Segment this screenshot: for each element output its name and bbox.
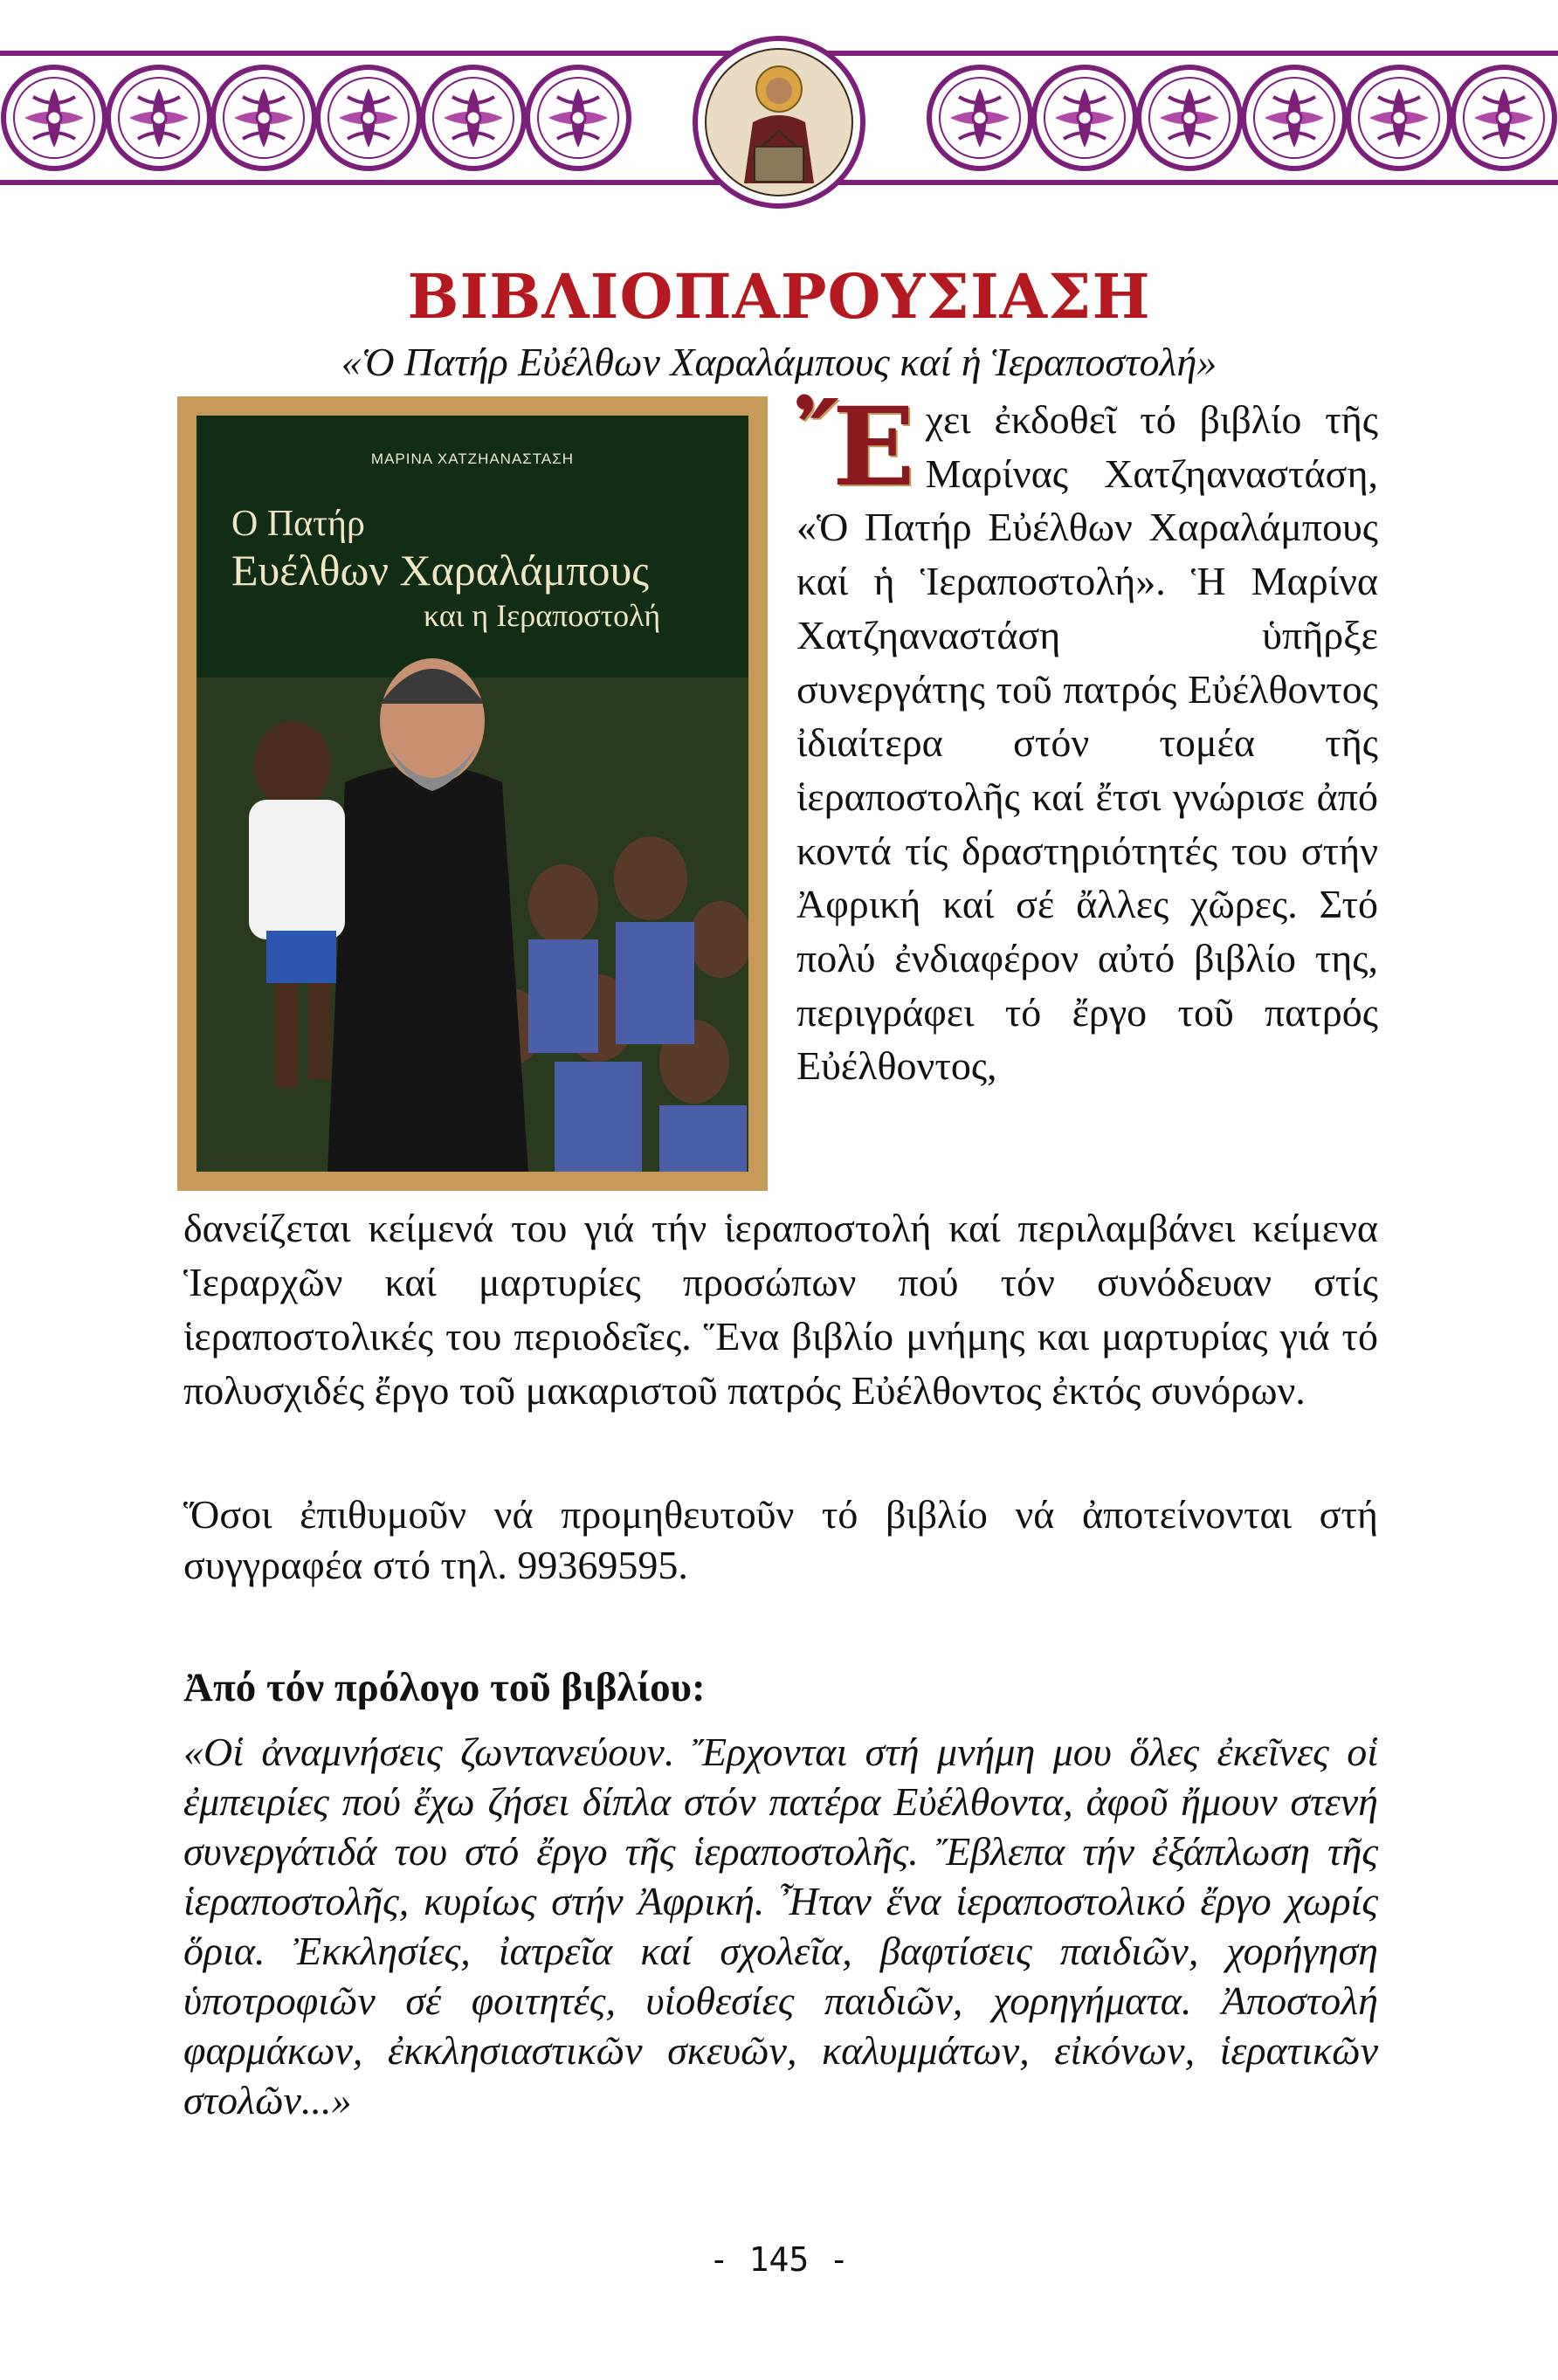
book-cover-frame [177, 396, 768, 1191]
page-number: - 145 - [708, 2240, 850, 2279]
intro-text: χει ἐκδοθεῖ τό βιβλίο τῆς Μαρίνας Χατζηαναστάση, «Ὁ Πατήρ Εὐέλθων Χαραλάμπους καί ἡ Ἱεραποστολή». Ἡ Μαρίνα Χατζηαναστάση ὑπῆρξε συνεργάτης τοῦ πατρός Εὐέλθοντος ἰδιαίτερα στόν τομέα τῆς ἱεραποστολῆς καί ἔτσι γνώρισε ἀπό κοντά τίς δραστηριότητές του στήν Ἀφρική καί σέ ἄλλες χῶρες. Στό πολύ ἐνδιαφέρον αὐτό βιβλίο της, περιγράφει τό ἔργο τοῦ πατρός Εὐέλθοντος, [796, 397, 1378, 1089]
cover-title-line2: Ευέλθων Χαραλάμπους [231, 546, 650, 595]
cover-author: ΜΑΡΙΝΑ ΧΑΤΖΗΑΝΑΣΤΑΣΗ [370, 451, 575, 467]
book-cover-image [196, 416, 748, 1172]
contact-paragraph: Ὅσοι ἐπιθυμοῦν νά προμηθευτοῦν τό βιβλίο νά ἀποτείνονται στή συγγραφέα στό τηλ. 99369595. [183, 1492, 1378, 1587]
cover-title-line1: Ο Πατήρ [231, 504, 365, 544]
page-heading: ΒΙΒΛΙΟΠΑΡΟΥΣΙΑΣΗ [407, 260, 1151, 333]
continuation-paragraph: δανείζεται κείμενά του γιά τήν ἱεραποστολή καί περιλαμβάνει κείμενα Ἱεραρχῶν καί μαρτυρίες προσώπων πού τόν συνόδευαν στίς ἱεραποστολικές του περιοδεῖες. Ἕνα βιβλίο μνήμης και μαρτυρίας γιά τό πολυσχιδές ἔργο τοῦ μακαριστοῦ πατρός Εὐέλθοντος ἐκτός συνόρων. [183, 1206, 1378, 1413]
ornament-motifs-right [929, 67, 1555, 169]
book-title-subtitle: «Ὁ Πατήρ Εὐέλθων Χαραλάμπους καί ἡ Ἱεραποστολή» [341, 340, 1217, 384]
prologue-heading: Ἀπό τόν πρόλογο τοῦ βιβλίου: [183, 1665, 706, 1710]
saint-icon-medallion [692, 35, 866, 210]
intro-paragraph [796, 384, 1378, 1093]
prologue-quote: «Οἱ ἀναμνήσεις ζωντανεύουν. Ἔρχονται στή μνήμη μου ὅλες ἐκεῖνες οἱ ἐμπειρίες πού ἔχω ζήσει δίπλα στόν πατέρα Εὐέλθοντα, ἀφοῦ ἤμουν στενή συνεργάτιδά του στό ἔργο τῆς ἱεραποστολῆς. Ἔβλεπα τήν ἐξάπλωση τῆς ἱεραποστολῆς, κυρίως στήν Ἀφρική. Ἦταν ἕνα ἱεραποστολικό ἔργο χωρίς ὅρια. Ἐκκλησίες, ἰατρεῖα καί σχολεῖα, βαφτίσεις παιδιῶν, χορήγηση ὑποτροφιῶν σέ φοιτητές, υἱοθεσίες παιδιῶν, χορηγήματα. Ἀποστολή φαρμάκων, ἐκκλησιαστικῶν σκευῶν, καλυμμάτων, εἰκόνων, ἱερατικῶν στολῶν...» [183, 1730, 1378, 2122]
drop-cap: Ἔ [796, 384, 915, 511]
ornament-motifs-left [3, 67, 629, 169]
cover-title-line3: και η Ιεραποστολή [424, 598, 661, 633]
